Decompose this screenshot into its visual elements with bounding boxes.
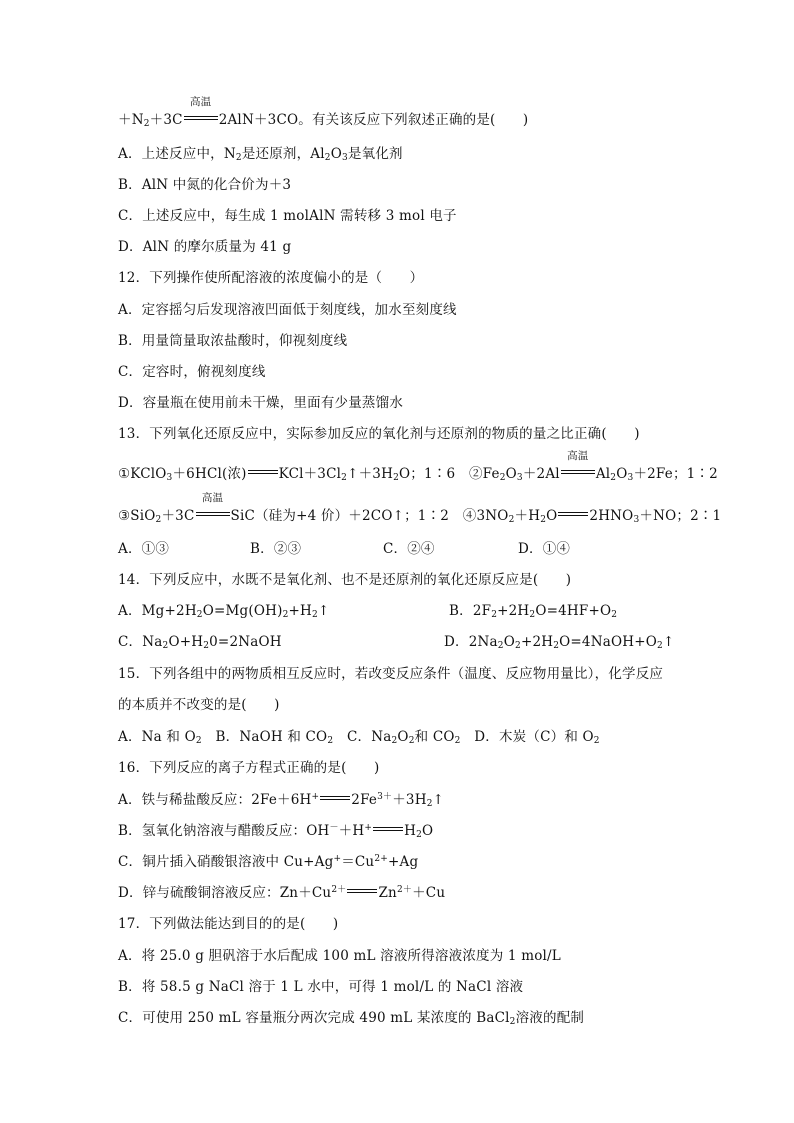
options-row: A．Na 和 $O_2$ B．NaOH 和 $CO_2$ C．$Na_2O_2$和 $CO_2$ D．木炭（C）和 $O_2$ bbox=[118, 729, 600, 746]
reaction-line-aln: $+N_2+3C$ 高温 2AlN＋3CO。有关该反应下列叙述正确的是( ) bbox=[118, 96, 529, 129]
option-c: C．铜片插入硝酸银溶液中 $Cu+Ag^+=Cu^{2+}+Ag$ bbox=[118, 854, 419, 870]
reaction-line-3-4: ③SiO$_2$＋3C 高温 SiC（硅为+4 价）＋2CO↑；1∶2 $④3NO_2+H_2O$ $2HNO_3+NO$；2∶1 bbox=[118, 492, 722, 525]
option-b: B．AlN 中氮的化合价为＋3 bbox=[118, 177, 292, 193]
question-15-cont: 的本质并不改变的是( ) bbox=[118, 697, 280, 713]
option-a: A．将 25.0 g 胆矾溶于水后配成 100 mL 溶液所得溶液浓度为 1 mol/L bbox=[118, 948, 561, 964]
question-14: 14．下列反应中，水既不是氧化剂、也不是还原剂的氧化还原反应是( ) bbox=[118, 572, 572, 588]
options-row bbox=[118, 632, 678, 652]
option-d: D．$2Na_2O_2+2H_2O=4NaOH+O_2↑$ bbox=[444, 634, 675, 651]
option-c: C．上述反应中，每生成 1 molAlN 需转移 3 mol 电子 bbox=[118, 208, 457, 224]
option-a: A．上述反应中，$N_2$是还原剂，$Al_2O_3$是氧化剂 bbox=[118, 146, 403, 163]
option-a: A．①③ bbox=[118, 541, 170, 557]
reaction-line-1-2: ①KClO$_3$＋6HCl(浓) $KCl+3Cl_2↑+3H_2O$；1∶6 $②Fe_2O_3+2Al$ 高温 $Al_2O_3+2Fe$；1∶2 bbox=[118, 450, 718, 483]
reaction-condition: 高温 bbox=[560, 464, 596, 484]
option-a: A．$Mg+2H_2O=Mg(OH)_2+H_2↑$ bbox=[118, 603, 330, 620]
option-b: B．②③ bbox=[250, 541, 302, 557]
question-16: 16．下列反应的离子方程式正确的是( ) bbox=[118, 760, 380, 776]
question-12: 12．下列操作使所配溶液的浓度偏小的是（ ） bbox=[118, 270, 424, 286]
option-b: B．将 58.5 g NaCl 溶于 1 L 水中，可得 1 mol/L 的 NaCl 溶液 bbox=[118, 979, 524, 995]
reaction-condition: 高温 bbox=[195, 506, 231, 526]
option-b: B．氢氧化钠溶液与醋酸反应：OH－＋H+ $H_2O$ bbox=[118, 823, 434, 840]
option-b: B．$2F_2+2H_2O=4HF+O_2$ bbox=[449, 603, 618, 620]
options-row bbox=[118, 539, 678, 559]
option-b: B．用量筒量取浓盐酸时，仰视刻度线 bbox=[118, 333, 348, 349]
question-13: 13．下列氧化还原反应中，实际参加反应的氧化剂与还原剂的物质的量之比正确( ) bbox=[118, 426, 640, 442]
question-17: 17．下列做法能达到目的的是( ) bbox=[118, 916, 339, 932]
question-15: 15．下列各组中的两物质相互反应时，若改变反应条件（温度、反应物用量比），化学反应 bbox=[118, 666, 664, 682]
option-c: C．定容时，俯视刻度线 bbox=[118, 364, 266, 380]
option-d: D．容量瓶在使用前未干燥，里面有少量蒸馏水 bbox=[118, 395, 404, 411]
reaction-condition: 高温 bbox=[183, 110, 219, 130]
option-a: A．铁与稀盐酸反应：2Fe＋6H+ $2Fe^{3+}+3H_2↑$ bbox=[118, 792, 445, 809]
options-row bbox=[118, 601, 678, 621]
option-c: C．可使用 250 mL 容量瓶分两次完成 490 mL 某浓度的 BaCl$_2$溶液的配制 bbox=[118, 1010, 585, 1027]
option-c: C．②④ bbox=[383, 541, 435, 557]
option-c: C．$Na_2O+H_20=2NaOH$ bbox=[118, 634, 282, 651]
option-d: D．①④ bbox=[518, 541, 571, 557]
option-d: D．AlN 的摩尔质量为 41 g bbox=[118, 239, 292, 255]
option-a: A．定容摇匀后发现溶液凹面低于刻度线，加水至刻度线 bbox=[118, 302, 457, 318]
option-d: D．锌与硫酸铜溶液反应：$Zn+Cu^{2+}$ $Zn^{2+}+Cu$ bbox=[118, 885, 446, 901]
